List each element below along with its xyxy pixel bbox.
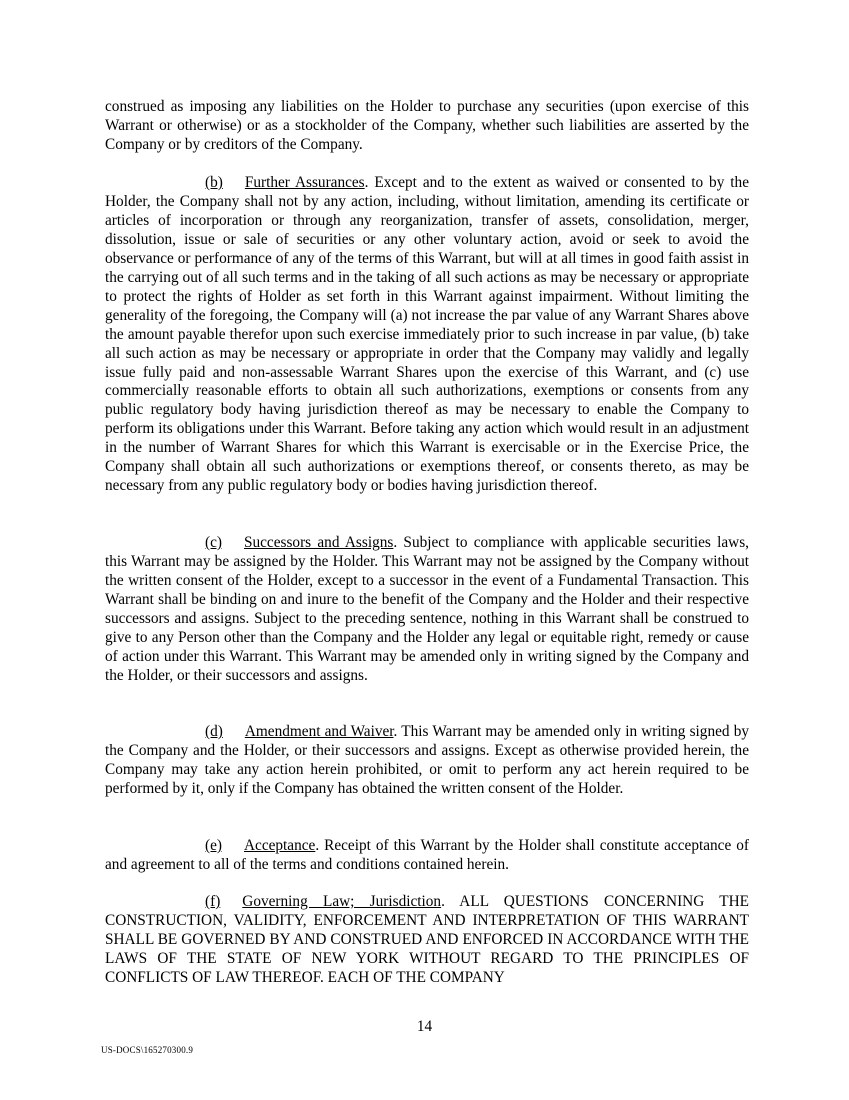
section-b-label: (b): [205, 174, 223, 191]
section-e-body: . Receipt of this Warrant by the Holder shall constitute acceptance of and agreement to all of the terms and conditions contained herein.: [105, 837, 749, 873]
continuation-paragraph: construed as imposing any liabilities on the Holder to purchase any securities (upon exercise of this Warrant or otherwise) or as a stockholder of the Company, whether such liabilities are asserted by the Company or by creditors of the Company.: [105, 98, 749, 153]
section-c-paragraph: [105, 534, 749, 686]
section-d-label: (d): [205, 723, 223, 740]
section-b-body: . Except and to the extent as waived or consented to by the Holder, the Company shall not by any action, including, without limitation, amending its certificate or articles of incorporation or through any reorganization, transfer of assets, consolidation, merger, dissolution, issue or sale of securities or any other voluntary action, avoid or seek to avoid the observance or performance of any of the terms of this Warrant, but will at all times in good faith assist in the carrying out of all such terms and in the taking of all such actions as may be necessary or appropriate to protect the rights of Holder as set forth in this Warrant against impairment. Without limiting the generality of the foregoing, the Company will (a) not increase the par value of any Warrant Shares above the amount payable therefor upon such exercise immediately prior to such increase in par value, (b) take all such action as may be necessary or appropriate in order that the Company may validly and legally issue fully paid and non-assessable Warrant Shares upon the exercise of this Warrant, and (c) use commercially reasonable efforts to obtain all such authorizations, exemptions or consents from any public regulatory body having jurisdiction thereof as may be necessary to enable the Company to perform its obligations under this Warrant. Before taking any action which would result in an adjustment in the number of Warrant Shares for which this Warrant is exercisable or in the Exercise Price, the Company shall obtain all such authorizations or exemptions thereof, or consents thereto, as may be necessary from any public regulatory body or bodies having jurisdiction thereof.: [105, 174, 749, 495]
section-f-body: . ALL QUESTIONS CONCERNING THE CONSTRUCTION, VALIDITY, ENFORCEMENT AND INTERPRETATION OF THIS WARRANT SHALL BE GOVERNED BY AND CONSTRUED AND ENFORCED IN ACCORDANCE WITH THE LAWS OF THE STATE OF NEW YORK WITHOUT REGARD TO THE PRINCIPLES OF CONFLICTS OF LAW THEREOF. EACH OF THE COMPANY: [105, 893, 749, 986]
section-e-paragraph: [105, 837, 749, 875]
page-number: 14: [416, 1018, 433, 1035]
section-b-paragraph: [105, 174, 749, 496]
section-e-heading: Acceptance: [243, 837, 316, 854]
section-d-paragraph: [105, 723, 749, 799]
section-e-label: (e): [205, 837, 222, 854]
section-f-paragraph: [105, 893, 749, 988]
section-d-body: . This Warrant may be amended only in writing signed by the Company and the Holder, or their successors and assigns. Except as otherwise provided herein, the Company may take any action herein prohibited, or omit to perform any act herein required to be performed by it, only if the Company has obtained the written consent of the Holder.: [105, 723, 749, 797]
section-f-label: (f): [205, 893, 221, 910]
document-id: US-DOCS\165270300.9: [101, 1045, 194, 1055]
section-c-body: . Subject to compliance with applicable securities laws, this Warrant may be assigned by the Holder. This Warrant may not be assigned by the Company without the written consent of the Holder, except to a successor in the event of a Fundamental Transaction. This Warrant shall be binding on and inure to the benefit of the Company and the Holder and their respective successors and assigns. Subject to the preceding sentence, nothing in this Warrant shall be construed to give to any Person other than the Company and the Holder any legal or equitable right, remedy or cause of action under this Warrant. This Warrant may be amended only in writing signed by the Company and the Holder, or their successors and assigns.: [105, 534, 749, 684]
section-b-heading: Further Assurances: [244, 174, 365, 191]
section-c-heading: Successors and Assigns: [243, 534, 394, 551]
section-c-label: (c): [205, 534, 222, 551]
section-d-heading: Amendment and Waiver: [244, 723, 394, 740]
section-f-heading: Governing Law; Jurisdiction: [242, 893, 442, 910]
